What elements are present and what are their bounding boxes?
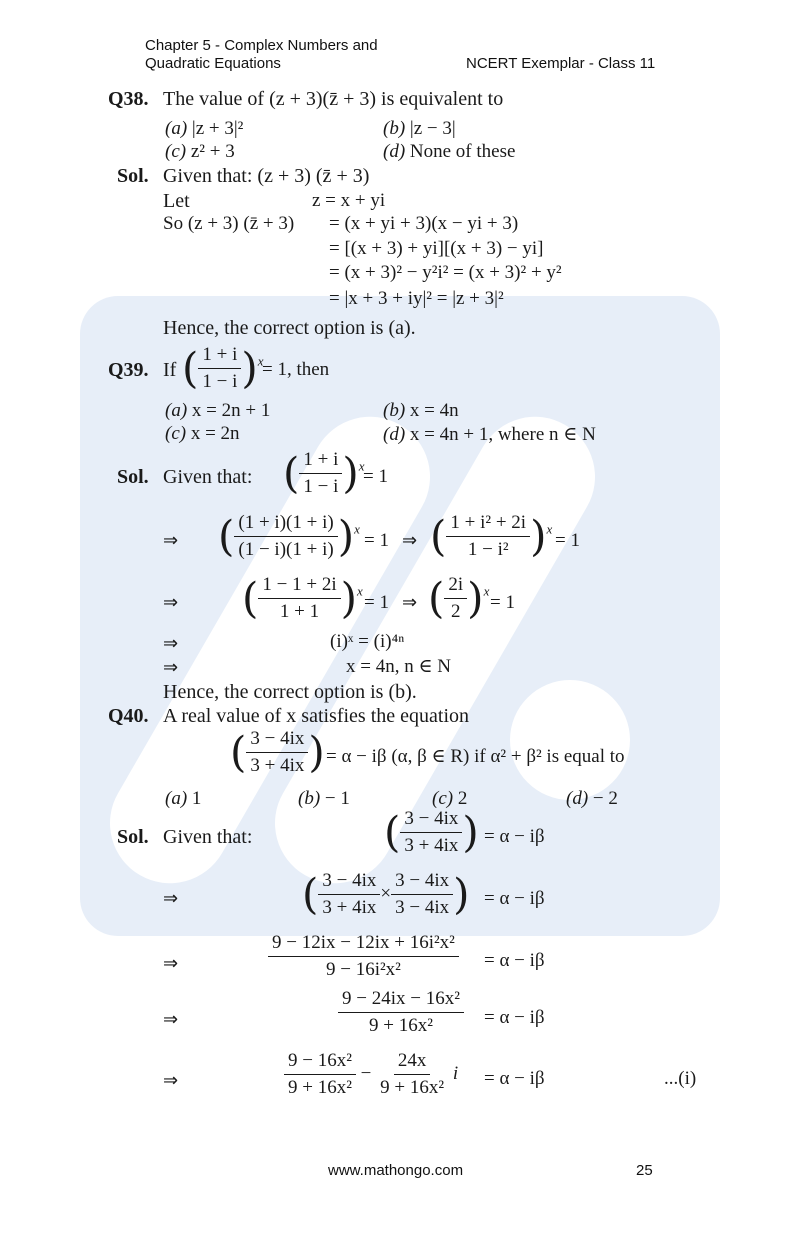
q38-sol-step2: = [(x + 3) + yi][(x + 3) − yi] xyxy=(329,238,544,259)
implies-icon: ⇒ xyxy=(402,530,418,551)
q38-opt-c-tag: (c) xyxy=(165,141,187,162)
times-icon: × xyxy=(380,882,392,904)
q40-sol-given: Given that: xyxy=(163,826,253,848)
q39-step2b-eq: = 1 xyxy=(490,592,515,613)
q39-sol-den: 1 − i xyxy=(303,476,339,497)
q40-step5-rhs: = α − iβ xyxy=(484,1068,545,1089)
q39-sol-label: Sol. xyxy=(117,466,149,488)
q39-answer: Hence, the correct option is (b). xyxy=(163,681,417,703)
q40-step2-num2: 3 − 4ix xyxy=(391,870,453,895)
implies-icon: ⇒ xyxy=(163,953,179,974)
book-title: NCERT Exemplar - Class 11 xyxy=(466,55,656,72)
q39-label: Q39. xyxy=(108,359,149,381)
q39-step1a-num: (1 + i)(1 + i) xyxy=(234,512,337,537)
q39-opt-b-tag: (b) xyxy=(383,400,406,421)
q38-sol-let: Let xyxy=(163,190,190,212)
q38-opt-a-tag: (a) xyxy=(165,118,188,139)
q40-step5-num1: 9 − 16x² xyxy=(284,1050,356,1075)
q38-opt-b: |z − 3| xyxy=(409,118,456,139)
q39-step3: (i)ˣ = (i)⁴ⁿ xyxy=(330,631,405,652)
q40-step3-den: 9 − 16i²x² xyxy=(325,959,401,980)
watermark-dot xyxy=(510,680,630,800)
q40-step4-num: 9 − 24ix − 16x² xyxy=(338,988,464,1013)
q40-step2-num1: 3 − 4ix xyxy=(318,870,380,895)
q40-opt-d: − 2 xyxy=(592,788,618,809)
q39-step4: x = 4n, n ∈ N xyxy=(346,656,452,677)
q39-step1a-exp: x xyxy=(354,521,360,537)
q40-label: Q40. xyxy=(108,705,149,727)
q40-step3 xyxy=(268,932,459,981)
q39-step2b-den: 2 xyxy=(451,601,461,622)
q39-expression: ( $\frac{1 + i}{1 - i}$ )$^x$ xyxy=(182,343,264,393)
q38-opt-c: z² + 3 xyxy=(190,141,235,162)
q38-answer: Hence, the correct option is (a). xyxy=(163,317,416,339)
q40-opt-b-tag: (b) xyxy=(298,788,321,809)
q38-sol-step4: = |x + 3 + iy|² = |z + 3|² xyxy=(329,288,504,309)
q40-sol-rhs: = α − iβ xyxy=(484,826,545,847)
q39-opt-c: x = 2n xyxy=(190,423,240,444)
q40-step5-minus: − xyxy=(360,1062,372,1084)
q38-opt-a: |z + 3|² xyxy=(191,118,244,139)
q38-label: Q38. xyxy=(108,88,149,110)
q39-opt-d-tag: (d) xyxy=(383,424,406,445)
q39-step1a: ( $\frac{(1 + i)(1 + i)}{(1 - i)(1 + i)}$ )$^x$ xyxy=(218,511,360,561)
q40-step5-den2: 9 + 16x² xyxy=(380,1077,445,1098)
q38-opt-d-tag: (d) xyxy=(383,141,406,162)
q39-sol-eq1: = 1 xyxy=(363,466,388,487)
q40-sol-label: Sol. xyxy=(117,826,149,848)
q39-if: If xyxy=(163,359,177,381)
q39-rhs: = 1, then xyxy=(262,359,330,380)
q39-exp: x xyxy=(257,353,264,369)
q40-opt-c-tag: (c) xyxy=(432,788,454,809)
q40-step5-i: i xyxy=(452,1062,459,1084)
q39-sol-expr: ( $\frac{1 + i}{1 - i}$ )$^x$ xyxy=(283,448,365,498)
q40-step4-rhs: = α − iβ xyxy=(484,1007,545,1028)
q40-opt-a-tag: (a) xyxy=(165,788,188,809)
q40-opt-b: − 1 xyxy=(324,788,350,809)
q39-step2a: ( $\frac{1 - 1 + 2i}{1 + 1}$ )$^x$ xyxy=(242,573,363,623)
q40-step2-rhs: = α − iβ xyxy=(484,888,545,909)
q39-opt-d: x = 4n + 1, where n ∈ N xyxy=(409,424,596,445)
q38-sol-z: z = x + yi xyxy=(312,190,386,211)
implies-icon: ⇒ xyxy=(163,592,179,613)
implies-icon: ⇒ xyxy=(163,1009,179,1030)
q40-question: A real value of x satisfies the equation xyxy=(163,705,470,727)
q40-step5-den1: 9 + 16x² xyxy=(288,1077,352,1098)
q39-opt-a-tag: (a) xyxy=(165,400,188,421)
q38-sol-step1: = (x + yi + 3)(x − yi + 3) xyxy=(329,213,519,234)
q39-opt-c-tag: (c) xyxy=(165,423,187,444)
q38-sol-given: Given that: (z + 3) (z̄ + 3) xyxy=(163,165,370,187)
implies-icon: ⇒ xyxy=(163,633,179,654)
q39-step1b-num: 1 + i² + 2i xyxy=(446,512,530,537)
q40-opt-c: 2 xyxy=(457,788,468,809)
q39-step1b-eq: = 1 xyxy=(555,530,580,551)
q39-opt-a: x = 2n + 1 xyxy=(191,400,271,421)
q39-step2b-num: 2i xyxy=(444,574,467,599)
q39-step2a-den: 1 + 1 xyxy=(279,601,320,622)
implies-icon: ⇒ xyxy=(163,888,179,909)
q40-num: 3 − 4ix xyxy=(246,728,308,753)
q40-step4 xyxy=(338,988,464,1037)
q40-opt-a: 1 xyxy=(191,788,202,809)
q39-step2-eq: = 1 xyxy=(364,592,389,613)
q39-opt-b: x = 4n xyxy=(409,400,459,421)
q39-step2a-exp: x xyxy=(357,583,363,599)
q38-opt-d: None of these xyxy=(409,141,516,162)
q38-opt-b-tag: (b) xyxy=(383,118,406,139)
q39-step1a-den: (1 − i)(1 + i) xyxy=(238,539,334,560)
q40-step5 xyxy=(284,1050,458,1099)
q40-rhs: = α − iβ (α, β ∈ R) if α² + β² is equal to xyxy=(326,746,625,767)
q39-step2a-num: 1 − 1 + 2i xyxy=(258,574,340,599)
q40-sol-expr: ( $\frac{3 - 4ix}{3 + 4ix}$ ) xyxy=(384,807,479,857)
q40-sol-num: 3 − 4ix xyxy=(400,808,462,833)
q40-sol-den: 3 + 4ix xyxy=(404,835,459,856)
chapter-title-line2: Quadratic Equations xyxy=(145,55,281,72)
implies-icon: ⇒ xyxy=(402,592,418,613)
q40-step3-num: 9 − 12ix − 12ix + 16i²x² xyxy=(268,932,459,957)
q40-step2: ( $\frac{3 - 4ix}{3 + 4ix}$ × $\frac{3 - 4ix}{3 - 4ix}$ ) xyxy=(302,869,470,919)
q38-sol-so: So (z + 3) (z̄ + 3) xyxy=(163,213,295,234)
q39-step1b: ( $\frac{\text{1 + i² + 2i}}{\text{1 − i²}}$ )$^x$ xyxy=(430,511,553,561)
q39-step1b-exp: x xyxy=(546,521,553,537)
q39-sol-num: 1 + i xyxy=(299,449,342,474)
q39-step1-eq: = 1 xyxy=(364,530,389,551)
q40-eq-ref: ...(i) xyxy=(664,1068,697,1089)
q40-den: 3 + 4ix xyxy=(250,755,305,776)
implies-icon: ⇒ xyxy=(163,1070,179,1091)
q40-opt-d-tag: (d) xyxy=(566,788,589,809)
q40-step4-den: 9 + 16x² xyxy=(368,1015,433,1036)
q39-sol-given: Given that: xyxy=(163,466,253,488)
q38-sol-label: Sol. xyxy=(117,165,149,187)
q39-step2b-exp: x xyxy=(483,583,490,599)
implies-icon: ⇒ xyxy=(163,657,179,678)
q40-step5-num2: 24x xyxy=(394,1050,431,1075)
q39-step1b-den: 1 − i² xyxy=(467,539,509,560)
q39-step2b: ( $\frac{2i}{2}$ )$^x$ xyxy=(428,573,490,623)
q38-question: The value of (z + 3)(z̄ + 3) is equivalent to xyxy=(163,88,504,110)
footer-url[interactable]: www.mathongo.com xyxy=(328,1162,464,1179)
q40-step2-den1: 3 + 4ix xyxy=(322,897,377,918)
q39-num: 1 + i xyxy=(198,344,241,369)
q38-sol-step3: = (x + 3)² − y²i² = (x + 3)² + y² xyxy=(329,262,562,283)
q40-expression: ( $\frac{3 - 4ix}{3 + 4ix}$ ) xyxy=(230,727,325,777)
q39-den: 1 − i xyxy=(202,371,238,392)
chapter-title-line1: Chapter 5 - Complex Numbers and xyxy=(145,37,378,54)
page-number: 25 xyxy=(636,1162,653,1179)
implies-icon: ⇒ xyxy=(163,530,179,551)
q40-step2-den2: 3 − 4ix xyxy=(395,897,450,918)
q39-sol-exp: x xyxy=(358,458,365,474)
q40-step3-rhs: = α − iβ xyxy=(484,950,545,971)
